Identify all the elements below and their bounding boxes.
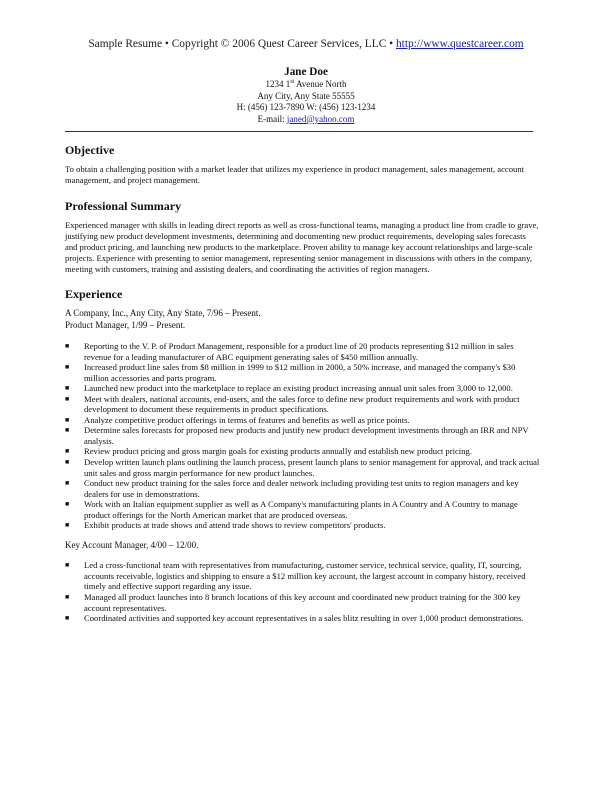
candidate-name: Jane Doe — [284, 66, 328, 78]
list-item: ■ Analyze competitive product offerings in terms of features and benefits as well as price points. — [65, 414, 410, 425]
summary-section — [65, 199, 540, 275]
bullet-icon: ■ — [65, 500, 70, 509]
list-item: ■ Work with an Italian equipment supplier as well as A Company's manufacturing plants in A Country and A Country to manage product offerings for the North American market that are produced overseas. — [65, 499, 518, 520]
list-item: ■ Managed all product launches into 8 branch locations of this key account and coordinated new product training for the 300 key account representatives. — [65, 591, 521, 613]
copyright-text: Sample Resume • Copyright © 2006 Quest Career Services, LLC • — [88, 38, 396, 50]
list-item: ■ Review product pricing and gross margin goals for existing products annually and establish new product pricing. — [65, 446, 472, 457]
bullet-icon: ■ — [65, 521, 70, 530]
contact-block — [0, 66, 612, 125]
bullet-icon: ■ — [65, 342, 70, 350]
list-item: ■ Coordinated activities and supported key account representatives in a sales blitz resulting in over 1,000 product demonstrations. — [65, 613, 524, 624]
objective-text: To obtain a challenging position with a market leader that utilizes my experience in product management, sales management, account management, and project management. — [65, 164, 525, 185]
list-item: ■ Launched new product into the marketplace to replace an existing product increasing annual unit sales from 3,000 to 12,000. — [65, 383, 513, 394]
bullet-icon: ■ — [65, 426, 70, 435]
street-suffix: st — [290, 79, 295, 85]
objective-heading: Objective — [65, 143, 115, 157]
experience-heading: Experience — [65, 287, 123, 301]
company-line: A Company, Inc., Any City, Any State, 7/96 – Present. — [65, 308, 261, 318]
resume-body — [65, 143, 540, 624]
list-item: ■ Exhibit products at trade shows and attend trade shows to review competitors' products. — [65, 520, 386, 531]
summary-heading: Professional Summary — [65, 199, 182, 213]
key-account-bullets — [65, 560, 540, 623]
bullet-icon: ■ — [65, 592, 70, 601]
list-item: ■ Conduct new product training for the sales force and dealer network including providing test units to region managers and key dealers for use in demonstrations. — [65, 478, 519, 499]
copyright-line — [0, 38, 612, 50]
role-key-account-manager: Key Account Manager, 4/00 – 12/00. — [65, 539, 199, 550]
address-street — [0, 79, 612, 91]
street-number: 1234 1 — [265, 79, 291, 89]
website-link[interactable]: http://www.questcareer.com — [395, 38, 524, 50]
street-name: Avenue North — [294, 79, 347, 89]
bullet-icon: ■ — [65, 415, 70, 424]
list-item: ■ Develop written launch plans outlining the launch process, present launch plans to senior management for approval, and track actual unit sales and gross margin performance for new product launches. — [65, 457, 540, 478]
role-product-manager: Product Manager, 1/99 – Present. — [65, 319, 186, 330]
bullet-icon: ■ — [65, 394, 70, 403]
bullet-icon: ■ — [65, 561, 70, 570]
email-link[interactable]: janed@yahoo.com — [286, 113, 355, 124]
email-line — [0, 114, 612, 126]
bullet-icon: ■ — [65, 384, 70, 393]
list-item: ■ Increased product line sales from $8 million in 1999 to $12 million in 2000, a 50% increase, and managed the company's $30 million accessories and parts program. — [65, 362, 516, 383]
list-item: ■ Meet with dealers, national accounts, end-users, and the sales force to define new product requirements and work with product development to document these requirements in product specifications. — [65, 393, 520, 415]
header-divider — [65, 131, 533, 132]
objective-section — [65, 143, 540, 186]
list-item: ■ Led a cross-functional team with representatives from manufacturing, customer service, technical service, quality, IT, sourcing, accounts receivable, logistics and shipping to ensure a $12 million key account, the largest account in company history, received timely and effective support regarding any issue. — [65, 560, 526, 592]
bullet-icon: ■ — [65, 614, 70, 623]
product-manager-bullets — [65, 341, 540, 531]
phone-numbers: H: (456) 123-7890 W: (456) 123-1234 — [236, 102, 376, 113]
address-city: Any City, Any State 55555 — [257, 90, 355, 101]
bullet-icon: ■ — [65, 458, 70, 467]
bullet-icon: ■ — [65, 363, 70, 372]
bullet-icon: ■ — [65, 479, 70, 488]
list-item: ■ Determine sales forecasts for proposed new products and justify new product development investments through an IRR and NPV analysis. — [65, 425, 529, 446]
experience-section — [65, 287, 540, 624]
bullet-icon: ■ — [65, 447, 70, 456]
email-label: E-mail: — [257, 113, 287, 124]
summary-text: Experienced manager with skills in leading direct reports as well as cross-functional teams, managing a product line from cradle to grave, justifying new product development investments, determining and documenting new product requirements, developing sales forecasts and product pricing, and launching new products to the marketplace. Proven ability to manage key account relationships and large-scale projects. Experience with presenting to senior management, representing senior management in discussions with others in the company, meeting with customers, training and assisting dealers, and coordinating the activities of region managers. — [65, 220, 539, 274]
list-item: ■ Reporting to the V. P. of Product Management, responsible for a product line of 20 products representing $12 million in sales revenue for a leading manufacturer of ABC equipment generating sales of $450 million annually. — [65, 341, 514, 362]
